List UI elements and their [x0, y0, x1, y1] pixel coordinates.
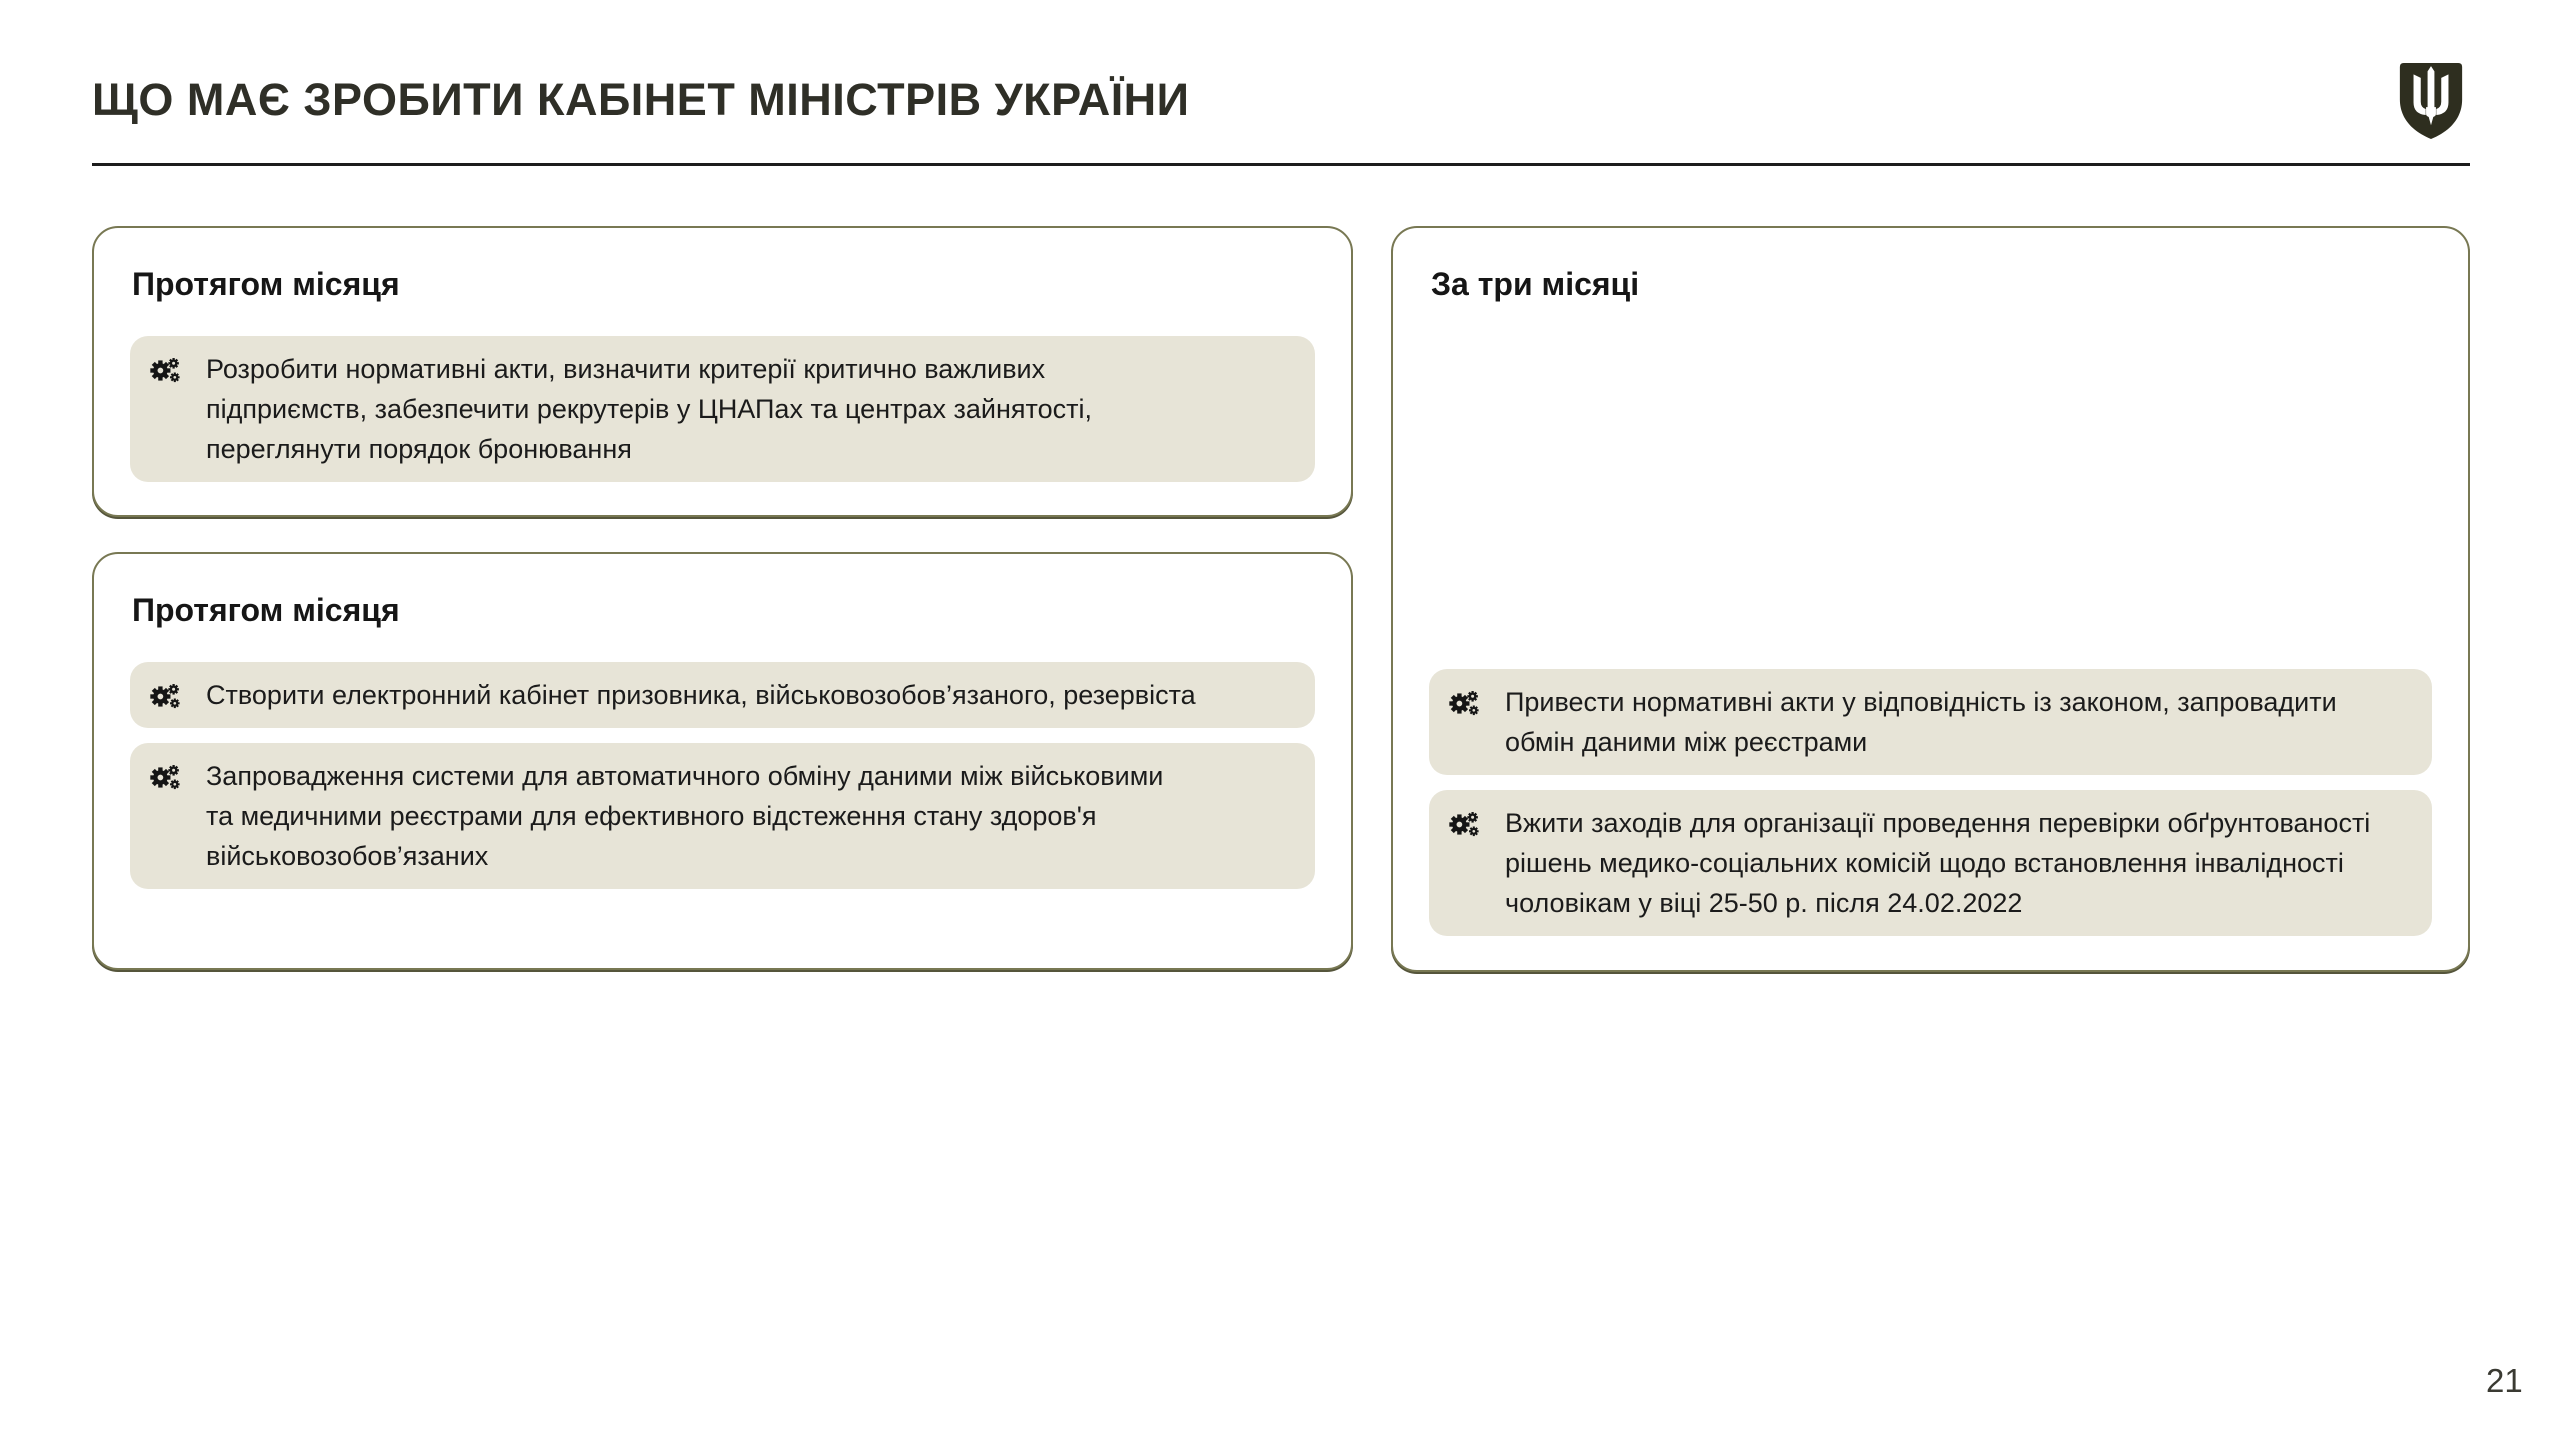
gears-icon	[150, 762, 182, 793]
gears-icon	[150, 355, 182, 386]
task-text: Розробити нормативні акти, визначити критерії критично важливих підприємств, забезпечити рекрутерів у ЦНАПах та центрах зайнятості, переглянути порядок бронювання	[206, 354, 1092, 464]
panel-within-month-2	[92, 552, 1353, 970]
task-text: Створити електронний кабінет призовника, військовозобов’язаного, резервіста	[206, 680, 1196, 710]
page-title: ЩО МАЄ ЗРОБИТИ КАБІНЕТ МІНІСТРІВ УКРАЇНИ	[92, 74, 1190, 125]
panel-header: Протягом місяця	[132, 592, 400, 628]
task-list	[130, 662, 1315, 889]
gears-icon	[1449, 809, 1481, 840]
page-number: 21	[2486, 1362, 2523, 1399]
task-card	[130, 743, 1315, 889]
title-rule	[92, 163, 2470, 166]
task-card	[130, 336, 1315, 482]
panel-within-month-1	[92, 226, 1353, 517]
task-text: Привести нормативні акти у відповідність із законом, запровадити обмін даними між реєстрами	[1505, 687, 2337, 757]
panel-header: За три місяці	[1431, 266, 1640, 302]
task-text: Вжити заходів для організації проведення перевірки обґрунтованості рішень медико-соціальних комісій щодо встановлення інвалідності чоловікам у віці 25-50 р. після 24.02.2022	[1505, 808, 2371, 918]
trident-shield-icon	[2393, 60, 2469, 142]
task-text: Запровадження системи для автоматичного обміну даними між військовими та медичними реєстрами для ефективного відстеження стану здоров'я військовозобов’язаних	[206, 761, 1164, 871]
task-card	[130, 662, 1315, 728]
gears-icon	[150, 681, 182, 712]
task-card	[1429, 669, 2432, 775]
task-card	[1429, 790, 2432, 936]
task-list	[130, 336, 1315, 482]
panel-header: Протягом місяця	[132, 266, 400, 302]
gears-icon	[1449, 688, 1481, 719]
armed-forces-logo	[2393, 60, 2469, 142]
task-list	[1429, 669, 2432, 936]
panel-three-months	[1391, 226, 2470, 972]
